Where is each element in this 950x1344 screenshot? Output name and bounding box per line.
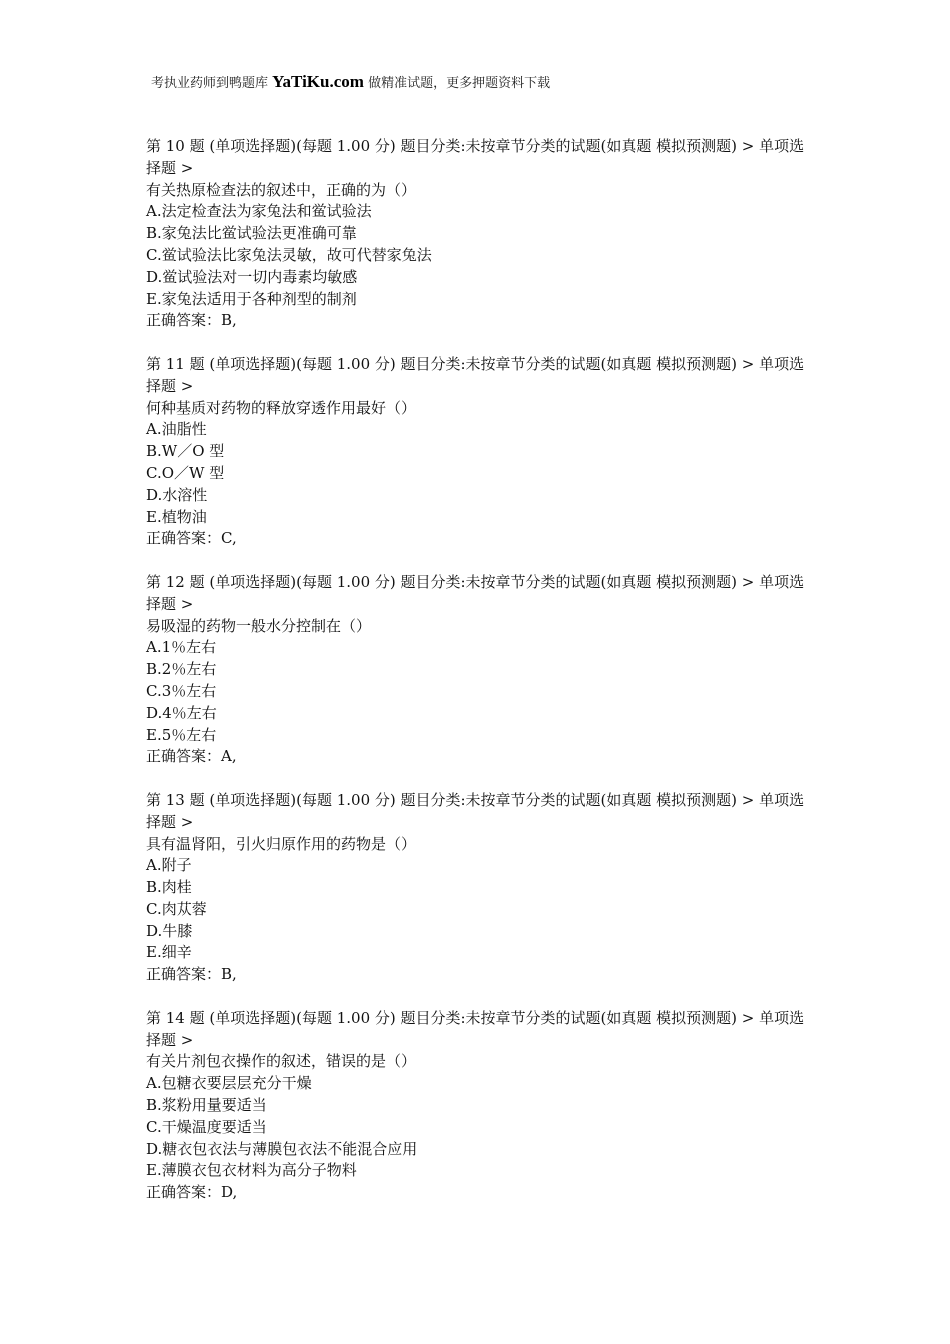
option-a: A.法定检查法为家兔法和鲎试验法 xyxy=(146,202,372,221)
option-c: C.3％左右 xyxy=(146,681,217,700)
header-suffix: 做精准试题，更多押题资料下载 xyxy=(368,76,551,91)
correct-answer: 正确答案：C, xyxy=(146,529,237,548)
option-e: E.5％左右 xyxy=(146,725,217,744)
question-11 xyxy=(146,354,810,550)
header-prefix: 考执业药师到鸭题库 xyxy=(151,76,269,91)
page-header xyxy=(151,72,550,92)
question-title: 第 11 题 (单项选择题)(每题 1.00 分) 题目分类:未按章节分类的试题(如真题 模拟预测题) > 单项选择题 > xyxy=(146,354,805,395)
question-stem: 有关片剂包衣操作的叙述，错误的是（） xyxy=(146,1052,417,1071)
option-a: A.1％左右 xyxy=(146,638,217,657)
question-title: 第 13 题 (单项选择题)(每题 1.00 分) 题目分类:未按章节分类的试题(如真题 模拟预测题) > 单项选择题 > xyxy=(146,790,805,831)
question-13 xyxy=(146,790,810,986)
question-stem: 具有温肾阳，引火归原作用的药物是（） xyxy=(146,834,417,853)
question-10 xyxy=(146,136,810,332)
option-e: E.细辛 xyxy=(146,943,192,962)
option-b: B.W／O 型 xyxy=(146,442,225,461)
option-c: C.干燥温度要适当 xyxy=(146,1117,267,1136)
question-title: 第 10 题 (单项选择题)(每题 1.00 分) 题目分类:未按章节分类的试题(如真题 模拟预测题) > 单项选择题 > xyxy=(146,137,805,177)
header-brand: YaTiKu.com xyxy=(272,72,364,91)
option-a: A.包糖衣要层层充分干燥 xyxy=(146,1074,312,1093)
option-a: A.油脂性 xyxy=(146,420,207,439)
option-d: D.鲎试验法对一切内毒素均敏感 xyxy=(146,267,358,286)
question-title: 第 12 题 (单项选择题)(每题 1.00 分) 题目分类:未按章节分类的试题(如真题 模拟预测题) > 单项选择题 > xyxy=(146,572,805,613)
option-d: D.4％左右 xyxy=(146,703,217,722)
correct-answer: 正确答案：B, xyxy=(146,965,237,984)
correct-answer: 正确答案：D, xyxy=(146,1183,238,1202)
option-c: C.O／W 型 xyxy=(146,463,225,482)
option-e: E.薄膜衣包衣材料为高分子物料 xyxy=(146,1161,357,1180)
option-c: C.鲎试验法比家兔法灵敏，故可代替家兔法 xyxy=(146,245,432,264)
question-list xyxy=(146,136,810,1226)
option-d: D.糖衣包衣法与薄膜包衣法不能混合应用 xyxy=(146,1139,418,1158)
option-d: D.水溶性 xyxy=(146,485,208,504)
question-stem: 易吸湿的药物一般水分控制在（） xyxy=(146,616,372,635)
question-title: 第 14 题 (单项选择题)(每题 1.00 分) 题目分类:未按章节分类的试题(如真题 模拟预测题) > 单项选择题 > xyxy=(146,1008,805,1049)
option-e: E.植物油 xyxy=(146,507,207,526)
correct-answer: 正确答案：B, xyxy=(146,311,237,330)
question-stem: 有关热原检查法的叙述中，正确的为（） xyxy=(146,180,417,199)
option-b: B.2％左右 xyxy=(146,660,217,679)
option-e: E.家兔法适用于各种剂型的制剂 xyxy=(146,289,357,308)
question-12 xyxy=(146,572,810,768)
option-c: C.肉苁蓉 xyxy=(146,899,207,918)
question-stem: 何种基质对药物的释放穿透作用最好（） xyxy=(146,398,417,417)
option-b: B.肉桂 xyxy=(146,878,192,897)
option-b: B.浆粉用量要适当 xyxy=(146,1096,267,1115)
correct-answer: 正确答案：A, xyxy=(146,747,237,766)
question-14 xyxy=(146,1008,810,1204)
option-d: D.牛膝 xyxy=(146,921,193,940)
option-a: A.附子 xyxy=(146,856,192,875)
option-b: B.家兔法比鲎试验法更准确可靠 xyxy=(146,224,357,243)
